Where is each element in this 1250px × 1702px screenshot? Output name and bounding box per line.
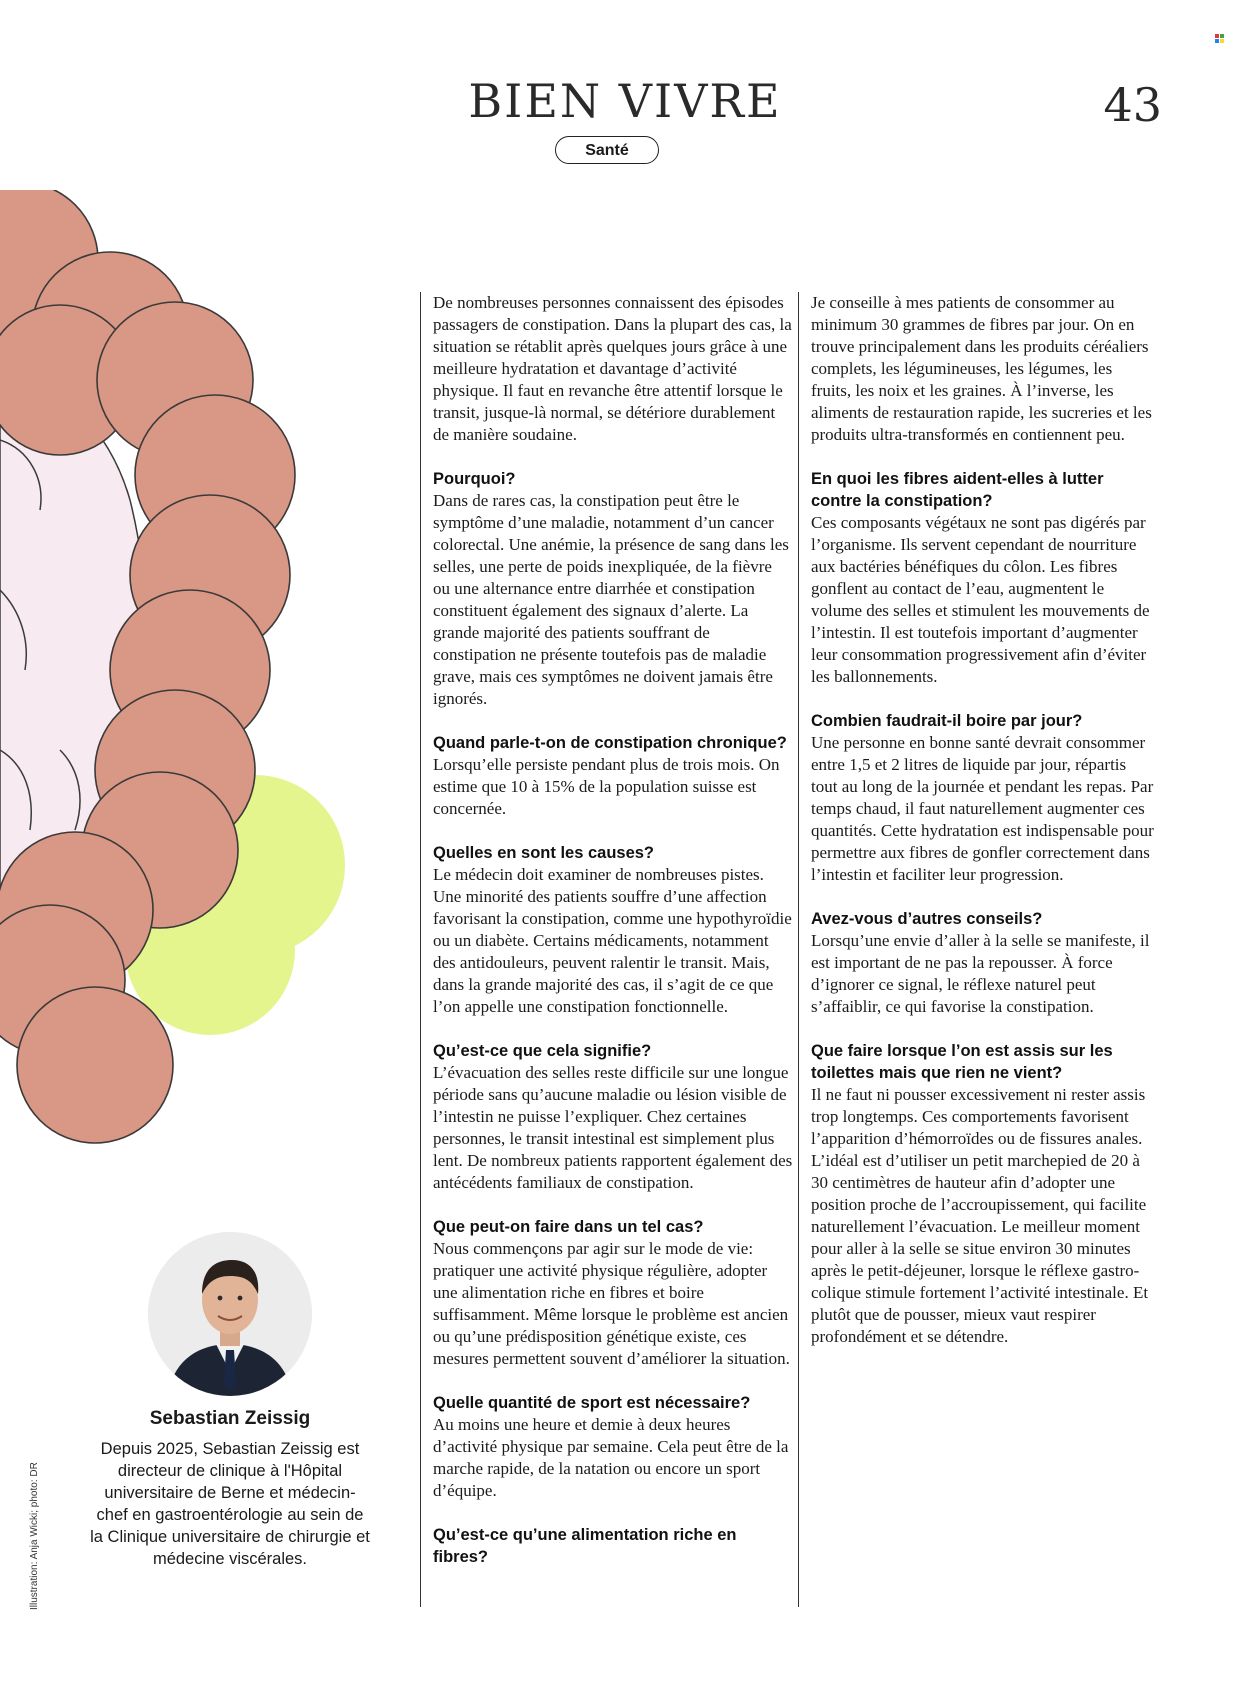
answer-paragraph: Je conseille à mes patients de consommer au minimum 30 grammes de fibres par jour. On en trouve principalement dans les produits céréaliers complets, les légumineuses, les légumes, les fruits, les noix et les graines. À l’inverse, les aliments de restauration rapide, les sucreries et les produits ultra-transformés en contiennent peu.: [811, 293, 1152, 444]
question-heading: En quoi les fibres aident-elles à lutter contre la constipation?: [811, 470, 1104, 510]
question-heading: Quelles en sont les causes?: [433, 844, 655, 862]
question-heading: Qu’est-ce que cela signifie?: [433, 1042, 652, 1060]
page-title: BIEN VIVRE: [468, 74, 782, 128]
answer-paragraph: Ces composants végétaux ne sont pas digérés par l’organisme. Ils servent cependant de nourriture aux bactéries bénéfiques du côlon. Les fibres gonflent au contact de l’eau, augmentent le volume des selles et stimulent les mouvements de l’intestin. Il est toutefois important d’augmenter leur consommation progressivement afin d’éviter les ballonnements.: [811, 513, 1150, 686]
article-column-1: [420, 292, 793, 1607]
question-heading: Quelle quantité de sport est nécessaire?: [433, 1394, 751, 1412]
print-marker-icon: [1215, 34, 1224, 43]
question-heading: Que faire lorsque l’on est assis sur les toilettes mais que rien ne vient?: [811, 1042, 1113, 1082]
answer-paragraph: L’évacuation des selles reste difficile sur une longue période sans qu’aucune maladie ou lésion visible de l’intestin ne puisse l’expliquer. Chez certaines personnes, le transit intestinal est simplement plus lent. De nombreux patients rapportent également des antécédents familiaux de constipation.: [433, 1063, 793, 1192]
author-name: Sebastian Zeissig: [149, 1408, 311, 1429]
answer-paragraph: Lorsqu’une envie d’aller à la selle se manifeste, il est important de ne pas la repousser. À force d’ignorer ce signal, le réflexe naturel peut s’affaiblir, ce qui favorise la constipation.: [811, 931, 1150, 1016]
answer-paragraph: Lorsqu’elle persiste pendant plus de trois mois. On estime que 10 à 15% de la population suisse est concernée.: [433, 755, 780, 818]
answer-paragraph: Il ne faut ni pousser excessivement ni rester assis trop longtemps. Ces comportements favorisent l’apparition d’hémorroïdes ou de fissures anales. L’idéal est d’utiliser un petit marchepied de 20 à 30 centimètres de hauteur afin d’adopter une position proche de l’accroupissement, qui facilite naturellement l’évacuation. Le meilleur moment pour aller à la selle se situe environ 30 minutes après le petit-déjeuner, lorsque le réflexe gastro-colique stimule fortement l’activité intestinale. Et plutôt que de pousser, mieux vaut respirer profondément et se détendre.: [811, 1085, 1149, 1346]
page-number: 43: [1103, 78, 1162, 132]
question-heading: Que peut-on faire dans un tel cas?: [433, 1218, 704, 1236]
intestine-illustration: [0, 190, 360, 1150]
image-credit: Illustration: Anja Wicki; photo: DR: [29, 1462, 40, 1610]
author-bio: Depuis 2025, Sebastian Zeissig est directeur de clinique à l'Hôpital universitaire de Berne et médecin-chef en gastroentérologie au sein de la Clinique universitaire de chirurgie et médecine viscérales.: [90, 1440, 370, 1568]
answer-paragraph: Une personne en bonne santé devrait consommer entre 1,5 et 2 litres de liquide par jour, répartis tout au long de la journée et pendant les repas. Par temps chaud, il faut naturellement augmenter ces quantités. Cette hydratation est indispensable pour permettre aux fibres de gonfler correctement dans l’intestin et faciliter leur progression.: [811, 733, 1154, 884]
article-column-2: [798, 292, 1155, 1607]
section-tag: Santé: [555, 136, 659, 164]
answer-paragraph: Au moins une heure et demie à deux heures d’activité physique par semaine. Cela peut être de la marche rapide, de la natation ou encore un sport d’équipe.: [433, 1415, 789, 1500]
question-heading: Avez-vous d’autres conseils?: [811, 910, 1043, 928]
question-heading: Combien faudrait-il boire par jour?: [811, 712, 1083, 730]
question-heading: Pourquoi?: [433, 470, 516, 488]
answer-paragraph: Nous commençons par agir sur le mode de vie: pratiquer une activité physique régulière, adopter une alimentation riche en fibres et boire suffisamment. Même lorsque le problème est ancien ou qu’une prédisposition génétique existe, ces mesures permettent souvent d’améliorer la situation.: [433, 1239, 790, 1368]
answer-paragraph: Dans de rares cas, la constipation peut être le symptôme d’une maladie, notamment d’un cancer colorectal. Une anémie, la présence de sang dans les selles, une perte de poids inexpliquée, de la fièvre ou une alternance entre diarrhée et constipation constituent également des signaux d’alerte. La grande majorité des patients souffrant de constipation ne présente toutefois pas de maladie grave, mais ces symptômes ne doivent jamais être ignorés.: [433, 491, 789, 708]
question-heading: Quand parle-t-on de constipation chronique?: [433, 734, 787, 752]
answer-paragraph: Le médecin doit examiner de nombreuses pistes. Une minorité des patients souffre d’une affection favorisant la constipation, comme une hypothyroïdie ou un diabète. Certains médicaments, notamment des antidouleurs, peuvent ralentir le transit. Mais, dans la grande majorité des cas, il s’agit de ce que l’on appelle une constipation fonctionnelle.: [433, 865, 792, 1016]
answer-paragraph: De nombreuses personnes connaissent des épisodes passagers de constipation. Dans la plupart des cas, la situation se rétablit après quelques jours grâce à une meilleure hydratation et davantage d’activité physique. Il faut en revanche être attentif lorsque le transit, jusque-là normal, se détériore durablement de manière soudaine.: [433, 293, 792, 444]
question-heading: Qu’est-ce qu’une alimentation riche en fibres?: [433, 1526, 737, 1566]
author-portrait: [148, 1232, 312, 1396]
